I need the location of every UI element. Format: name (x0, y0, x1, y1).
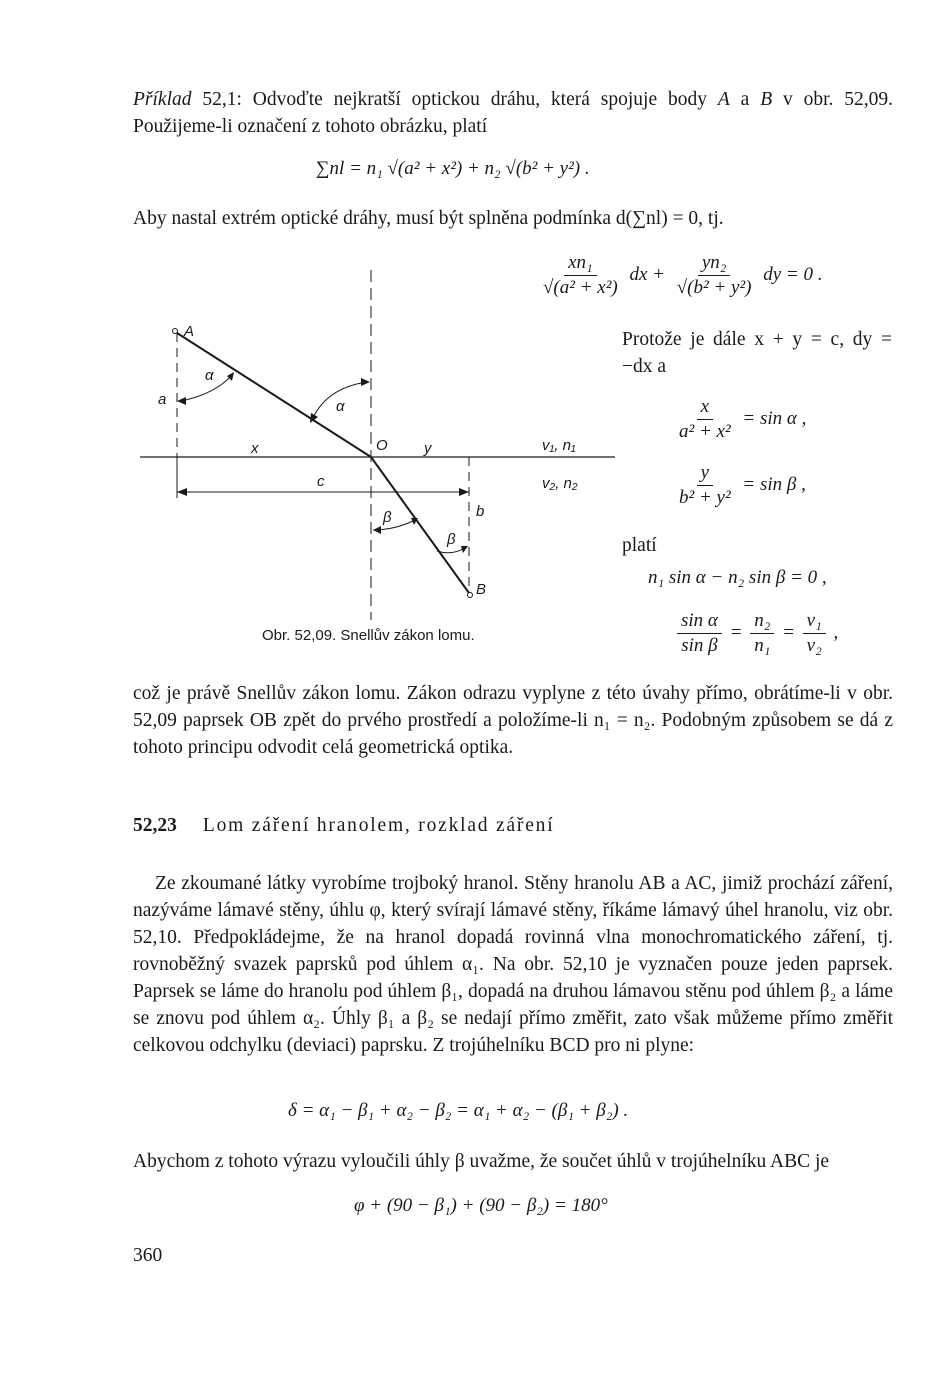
eq2-den1: √(a² + x²) (543, 277, 618, 298)
paragraph-since: Protože je dále x + y = c, dy = −dx a (622, 329, 892, 377)
eq2-end: dy = 0 . (763, 263, 823, 285)
eq2-num1: xn₁ (564, 252, 597, 276)
c-arrow-right (459, 488, 469, 496)
eq3-num: x (697, 396, 713, 420)
label-b-point: B (476, 581, 487, 598)
label-beta-o: β (383, 509, 392, 526)
ray-incident (177, 333, 371, 457)
eq6-num3: v₁ (803, 610, 826, 634)
label-y: y (424, 440, 432, 457)
label-b-dim: b (476, 503, 485, 520)
paragraph-example (133, 86, 893, 140)
equation-snell-sum: n₁ sin α − n₂ sin β = 0 , (648, 567, 827, 588)
page-number: 360 (133, 1245, 163, 1266)
figure-snell-diagram (130, 260, 620, 640)
example-text-b: a (729, 89, 761, 110)
eq6-den3: v₂ (806, 635, 822, 656)
example-text-a: 52,1: Odvoďte nejkratší optickou dráhu, která spojuje body (191, 89, 718, 110)
eq6-den2: n₁ (754, 635, 771, 656)
eq6-eq2: = (782, 621, 795, 643)
label-a-dim: a (158, 391, 167, 408)
point-a: A (717, 89, 730, 110)
equation-deviation: δ = α₁ − β₁ + α₂ − β₂ = α₁ + α₂ − (β₁ + β₂) . (288, 1100, 629, 1121)
figure-caption: Obr. 52,09. Snellův zákon lomu. (262, 627, 475, 644)
equation-optical-path: ∑nl = n₁ √(a² + x²) + n₂ √(b² + y²) . (316, 158, 590, 179)
eq6-end: , (833, 621, 839, 643)
equation-angle-sum: φ + (90 − β₁) + (90 − β₂) = 180° (354, 1195, 608, 1216)
eq3-den: a² + x² (679, 421, 731, 442)
c-arrow-left (177, 488, 187, 496)
eq3-rhs: = sin α , (742, 407, 807, 429)
example-label: Příklad (133, 89, 192, 110)
eq4-den: b² + y² (679, 487, 731, 508)
section-title: Lom záření hranolem, rozklad záření (202, 815, 555, 836)
equation-sin-beta (672, 462, 806, 509)
label-v2-n2: v₂, n₂ (542, 475, 578, 492)
eq6-num1: sin α (677, 610, 722, 634)
label-x: x (251, 440, 259, 457)
eq4-rhs: = sin β , (742, 473, 806, 495)
beta-arc-b-arrow (461, 546, 468, 553)
eq2-den2: √(b² + y²) (676, 277, 752, 298)
section-number: 52,23 (133, 815, 177, 836)
equation-snell-ratio (674, 610, 838, 657)
alpha-arc-a-arrow (177, 397, 186, 405)
label-a-point: A (184, 323, 195, 340)
alpha-arc-o-arrow (361, 378, 370, 386)
point-b: B (760, 89, 773, 110)
eq4-num: y (697, 462, 713, 486)
label-alpha-a: α (205, 367, 214, 384)
paragraph-prism: Ze zkoumané látky vyrobíme trojboký hranol. Stěny hranolu AB a AC, jimiž prochází záření, nazýváme lámavé stěny, úhlu φ, který svírají lámavé stěny, říkáme lámavý úhel hranolu, viz obr. 52,10. Předpokládejme, že na hranol dopadá rovinná vlna monochromatického záření, tj. rovnoběžný svazek paprsků pod úhlem α₁. Na obr. 52,10 je vyznačen pouze jeden paprsek. Paprsek se láme do hranolu pod úhlem β₁, dopadá na druhou lámavou stěnu pod úhlem β₂ a láme se znovu pod úhlem α₂. Úhly β₁ a β₂ se nedají přímo změřit, zato však můžeme přímo změřit celkovou odchylku (deviaci) paprsku. Z trojúhelníku BCD pro ni plyne: (133, 873, 893, 1056)
paragraph-extremum: Aby nastal extrém optické dráhy, musí být splněna podmínka d(∑nl) = 0, tj. (133, 208, 724, 229)
example-text-c: v obr. 52,09. Použijeme-li označení z tohoto obrázku, platí (133, 89, 894, 137)
paragraph-triangle: Abychom z tohoto výrazu vyloučili úhly β uvažme, že součet úhlů v trojúhelníku ABC je (133, 1151, 830, 1172)
label-alpha-o: α (336, 398, 345, 415)
point-a-marker (173, 329, 178, 334)
label-o: O (376, 437, 388, 454)
label-c: c (317, 473, 325, 490)
eq6-den1: sin β (681, 635, 718, 656)
paragraph-snell-conclusion: což je právě Snellův zákon lomu. Zákon odrazu vyplyne z této úvahy přímo, obrátíme-li v obr. 52,09 paprsek OB zpět do prvého prostředí a položíme-li n₁ = n₂. Podobným způsobem se dá z tohoto principu odvodit celá geometrická optika. (133, 683, 893, 758)
eq2-mid: dx + (629, 263, 665, 285)
label-v1-n1: v₁, n₁ (542, 437, 576, 454)
beta-arc-o-arrow (373, 526, 381, 534)
eq6-num2: n₂ (750, 610, 774, 634)
eq2-num2: yn₂ (698, 252, 731, 276)
point-b-marker (468, 593, 473, 598)
equation-sin-alpha (672, 396, 806, 443)
label-beta-b: β (447, 531, 456, 548)
text-plati: platí (622, 535, 657, 556)
section-heading (133, 815, 554, 837)
eq6-eq1: = (729, 621, 743, 643)
